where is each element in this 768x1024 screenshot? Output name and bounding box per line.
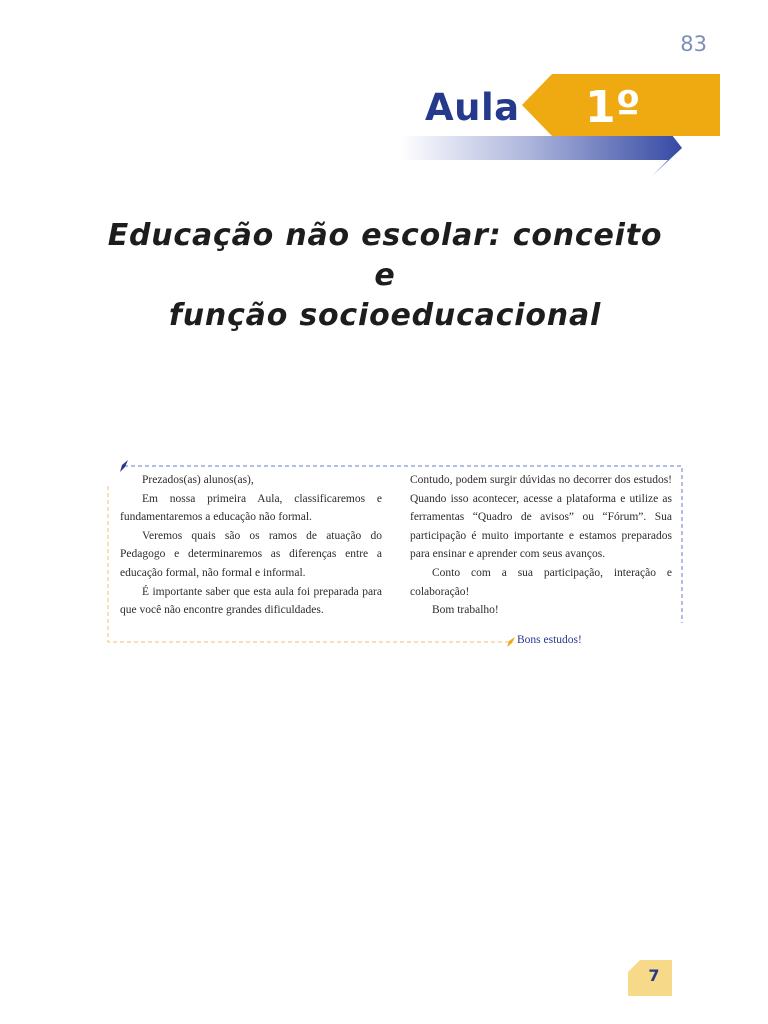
lesson-title-line-1: Educação não escolar: conceito e bbox=[107, 218, 663, 293]
paragraph: Em nossa primeira Aula, classificaremos e fundamentaremos a educação não formal. bbox=[120, 492, 382, 524]
paragraph: Conto com a sua participação, interação e colaboração! bbox=[410, 566, 672, 598]
paragraph: Contudo, podem surgir dúvidas no decorrer dos estudos! Quando isso acontecer, acesse a plataforma e utilize as ferramentas “Quadro de avisos” ou “Fórum”. Sua participação é muito importante e estamos preparados para ensinar e aprender com seus avanços. bbox=[410, 474, 672, 561]
intro-left-column bbox=[120, 471, 382, 620]
footer-page-number: 7 bbox=[648, 966, 660, 985]
closing-greeting: Bons estudos! bbox=[517, 634, 582, 646]
paragraph: Veremos quais são os ramos de atuação do Pedagogo e determinaremos as diferenças entre a educação formal, não formal e informal. bbox=[120, 529, 382, 579]
page-number-top: 83 bbox=[680, 32, 707, 56]
paragraph: É importante saber que esta aula foi preparada para que você não encontre grandes dificuldades. bbox=[120, 585, 382, 617]
greeting: Prezados(as) alunos(as), bbox=[142, 474, 254, 486]
lesson-title bbox=[100, 216, 670, 336]
aula-number: 1º bbox=[585, 82, 641, 133]
intro-right-column bbox=[410, 471, 672, 620]
aula-label: Aula bbox=[425, 86, 520, 129]
sign-off: Bom trabalho! bbox=[432, 604, 499, 617]
lesson-title-line-2: função socioeducacional bbox=[168, 298, 602, 333]
pencil-icon bbox=[506, 636, 516, 648]
